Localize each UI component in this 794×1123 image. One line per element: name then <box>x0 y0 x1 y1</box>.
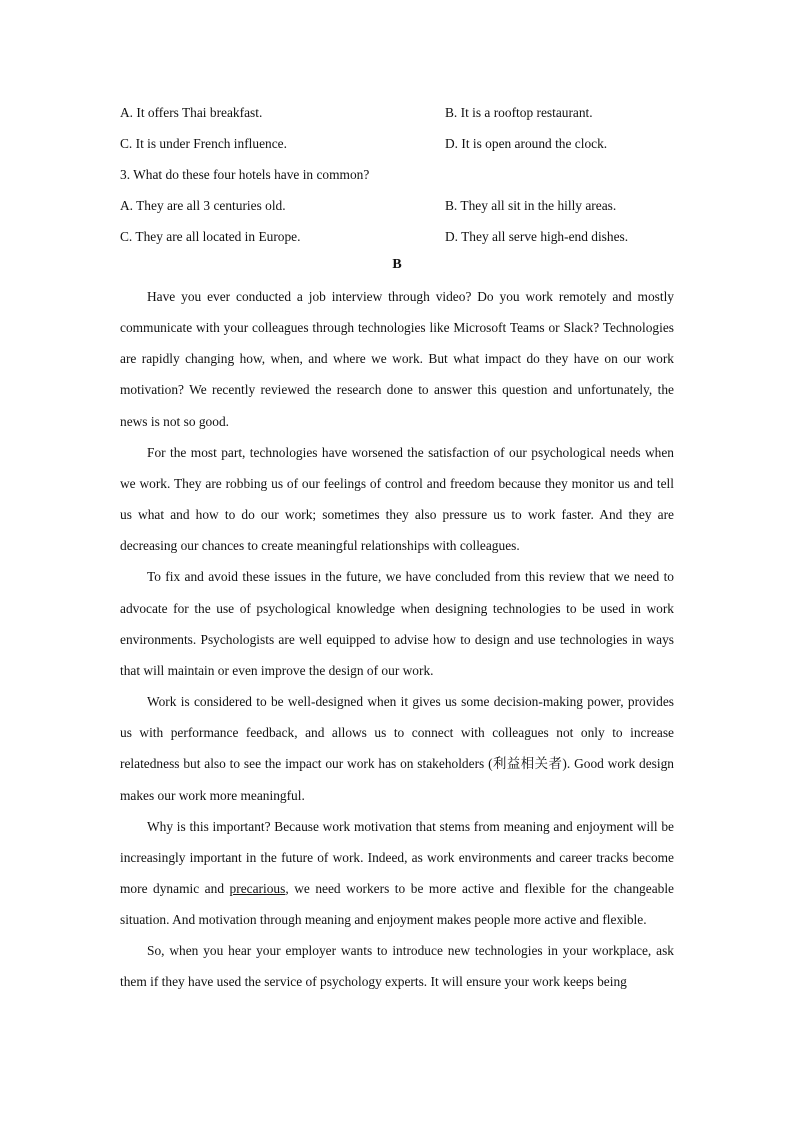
q2-option-b: B. It is a rooftop restaurant. <box>445 105 593 120</box>
q3-option-d: D. They all serve high-end dishes. <box>445 229 629 244</box>
paragraph-5-text-before: Why is this important? Because work motivation that stems from meaning and enjoyment will be increasingly important in the future of work. Indeed, as work environments and career tracks become more dynamic and <box>120 818 674 896</box>
paragraph-1: Have you ever conducted a job interview through video? Do you work remotely and mostly communicate with your colleagues through technologies like Microsoft Teams or Slack? Technologies are rapidly changing how, when, and where we work. But what impact do they have on our work motivation? We recently reviewed the research done to answer this question and unfortunately, the news is not so good. <box>120 289 674 429</box>
passage-b <box>120 281 674 998</box>
question-3: 3. What do these four hotels have in common? <box>120 167 370 182</box>
section-title: B <box>392 257 402 272</box>
paragraph-3: To fix and avoid these issues in the future, we have concluded from this review that we need to advocate for the use of psychological knowledge when designing technologies to be used in work environments. Psychologists are well equipped to advise how to design and use technologies in ways that will maintain or even improve the design of our work. <box>120 569 674 678</box>
q2-option-c: C. It is under French influence. <box>120 136 287 151</box>
q3-option-b: B. They all sit in the hilly areas. <box>445 198 617 213</box>
q2-option-d: D. It is open around the clock. <box>445 136 608 151</box>
q2-option-a: A. It offers Thai breakfast. <box>120 105 263 120</box>
paragraph-2: For the most part, technologies have worsened the satisfaction of our psychological needs when we work. They are robbing us of our feelings of control and freedom because they monitor us and tell us what and how to do our work; sometimes they also pressure us to work faster. And they are decreasing our chances to create meaningful relationships with colleagues. <box>120 444 674 554</box>
q3-option-c: C. They are all located in Europe. <box>120 229 301 244</box>
underlined-word-precarious: precarious <box>229 880 286 896</box>
paragraph-5 <box>120 811 674 936</box>
paragraph-6: So, when you hear your employer wants to introduce new technologies in your workplace, ask them if they have used the service of psychology experts. It will ensure your work keeps being <box>120 943 674 990</box>
paragraph-4: Work is considered to be well-designed when it gives us some decision-making power, provides us with performance feedback, and allows us to connect with colleagues not only to increase relatedness but also to see the impact our work has on stakeholders (利益相关者). Good work design makes our work more meaningful. <box>120 694 674 803</box>
q3-option-a: A. They are all 3 centuries old. <box>120 198 286 213</box>
paragraph-5-text-after: , we need workers to be more active and flexible for the changeable situation. And motivation through meaning and enjoyment makes people more active and flexible. <box>120 880 674 928</box>
